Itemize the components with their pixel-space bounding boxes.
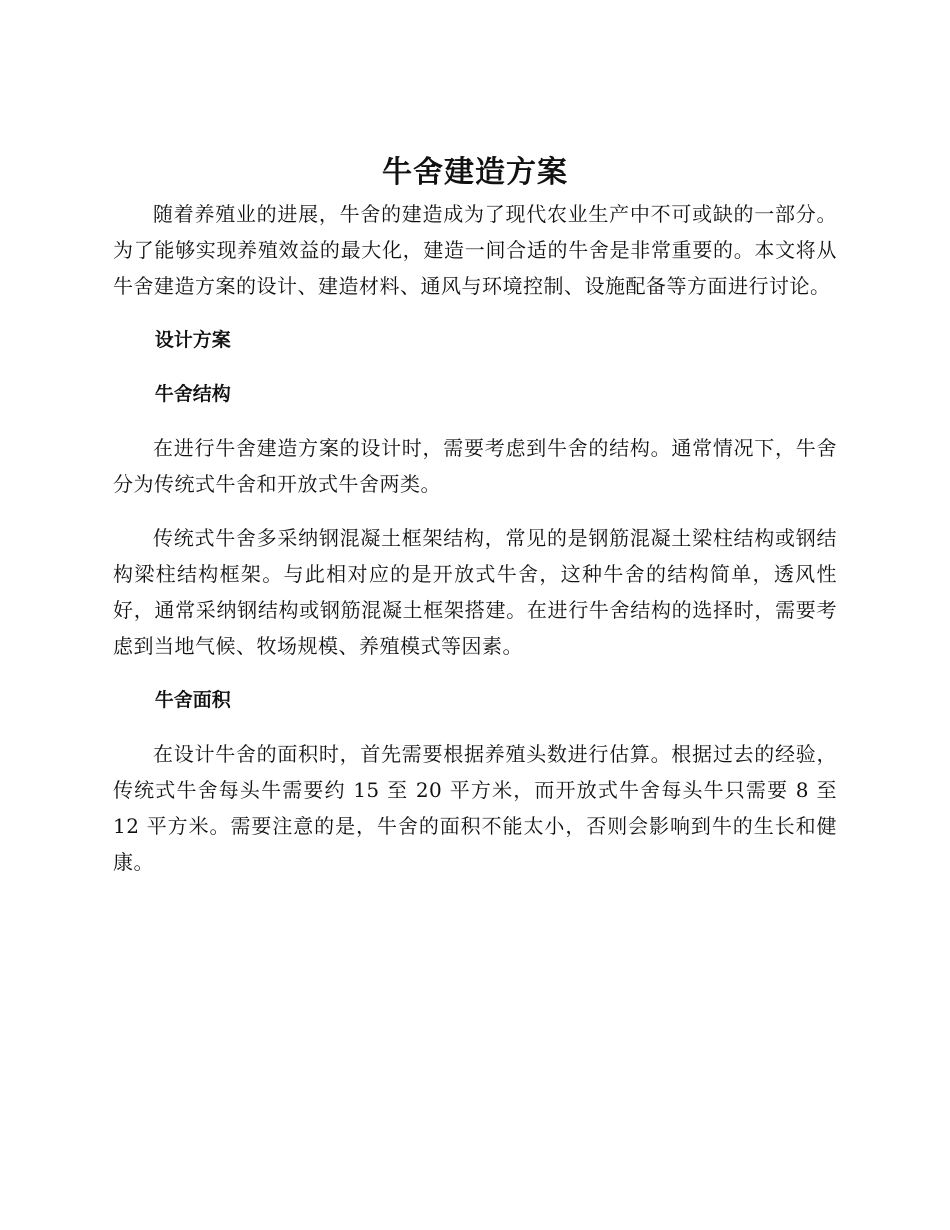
area-paragraph-1: 在设计牛舍的面积时，首先需要根据养殖头数进行估算。根据过去的经验，传统式牛舍每头牛需要约 15 至 20 平方米，而开放式牛舍每头牛只需要 8 至 12 平方米。需要注意的是，牛舍的面积不能太小，否则会影响到牛的生长和健康。 [113, 742, 837, 874]
section-heading-design: 设计方案 [154, 329, 231, 351]
structure-paragraph-1: 在进行牛舍建造方案的设计时，需要考虑到牛舍的结构。通常情况下，牛舍分为传统式牛舍和开放式牛舍两类。 [113, 436, 837, 496]
structure-paragraph-2: 传统式牛舍多采纳钢混凝土框架结构，常见的是钢筋混凝土梁柱结构或钢结构梁柱结构框架。与此相对应的是开放式牛舍，这种牛舍的结构简单，透风性好，通常采纳钢结构或钢筋混凝土框架搭建。在进行牛舍结构的选择时，需要考虑到当地气候、牧场规模、养殖模式等因素。 [113, 526, 837, 658]
spacer [113, 304, 837, 322]
subsection-heading-structure: 牛舍结构 [154, 383, 231, 405]
subsection-heading-area: 牛舍面积 [154, 689, 231, 711]
spacer [113, 664, 837, 682]
spacer [113, 718, 837, 736]
document-page [113, 150, 837, 880]
spacer [113, 358, 837, 376]
document-title: 牛舍建造方案 [382, 155, 568, 190]
intro-paragraph: 随着养殖业的进展，牛舍的建造成为了现代农业生产中不可或缺的一部分。为了能够实现养殖效益的最大化，建造一间合适的牛舍是非常重要的。本文将从牛舍建造方案的设计、建造材料、通风与环境控制、设施配备等方面进行讨论。 [113, 202, 837, 298]
spacer [113, 502, 837, 520]
spacer [113, 412, 837, 430]
